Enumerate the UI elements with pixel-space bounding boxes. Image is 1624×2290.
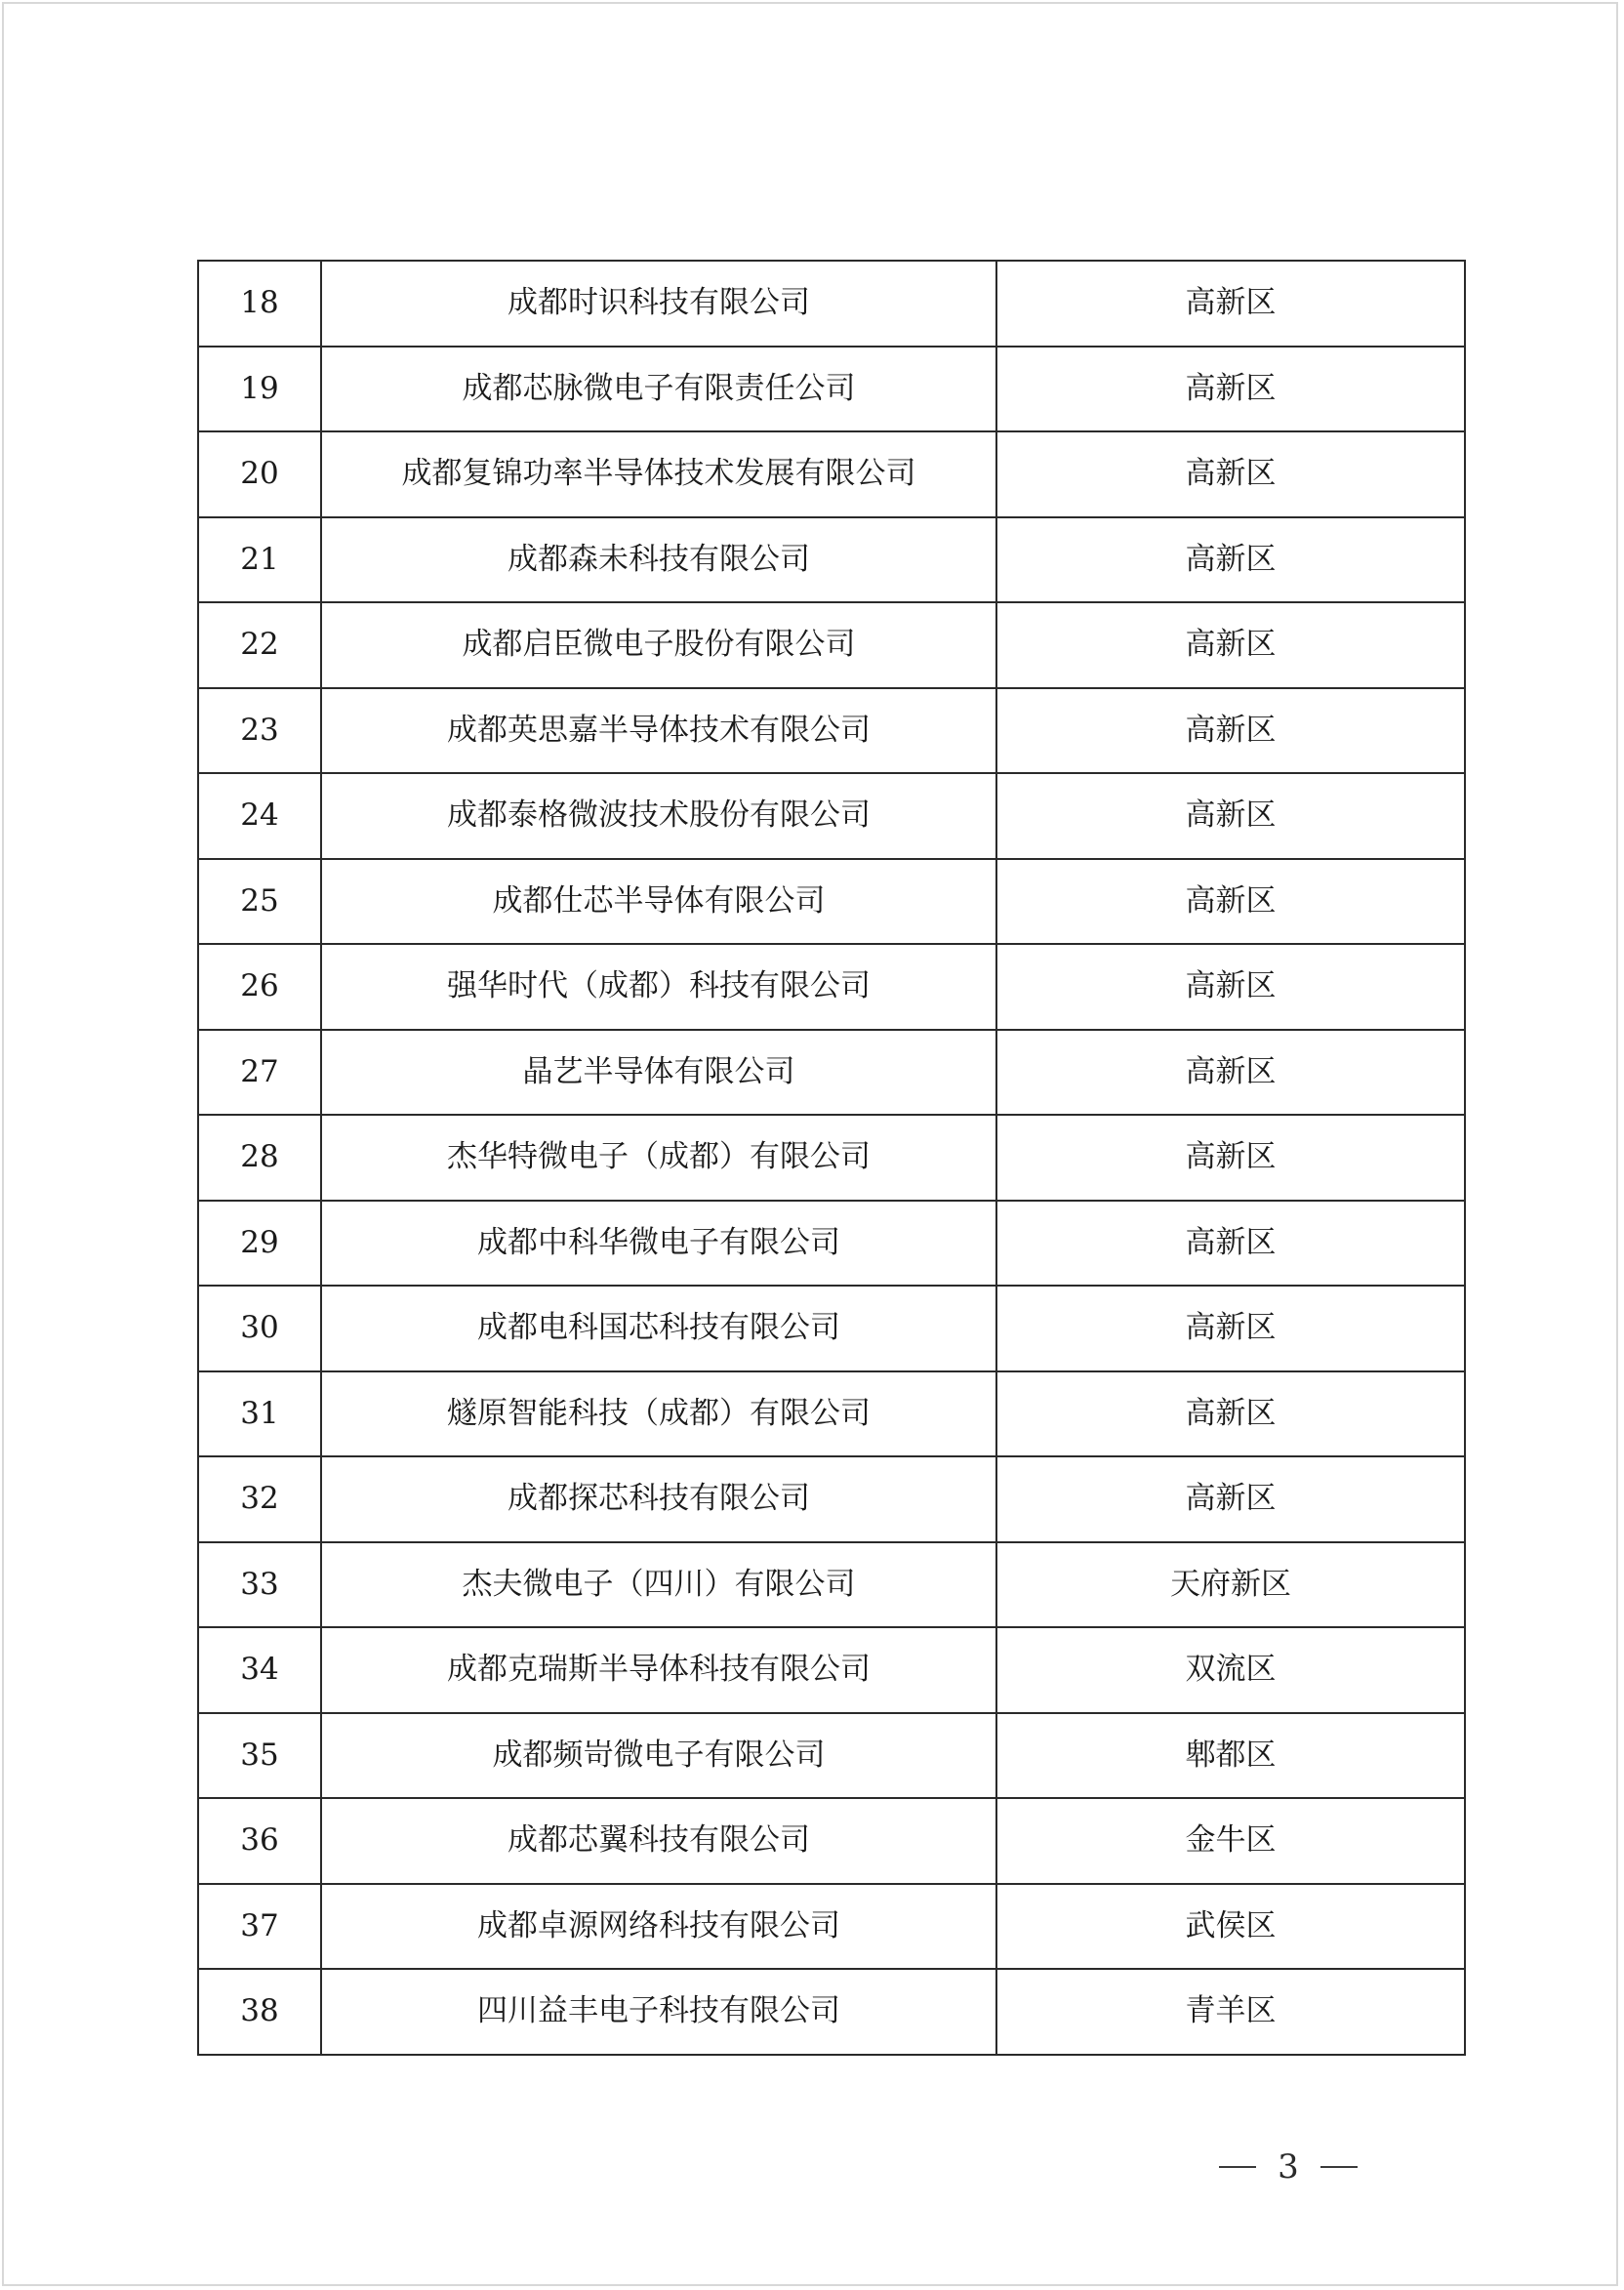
row-number: 27	[198, 1030, 321, 1116]
table-row	[198, 261, 1465, 347]
company-name: 成都卓源网络科技有限公司	[321, 1884, 996, 1970]
row-number: 35	[198, 1713, 321, 1799]
district: 高新区	[996, 261, 1465, 347]
dash-left	[1219, 2166, 1256, 2168]
company-name: 成都频岢微电子有限公司	[321, 1713, 996, 1799]
table-row	[198, 1286, 1465, 1371]
table-row	[198, 517, 1465, 603]
row-number: 26	[198, 944, 321, 1030]
district: 高新区	[996, 1115, 1465, 1201]
row-number: 20	[198, 431, 321, 517]
company-name: 杰华特微电子（成都）有限公司	[321, 1115, 996, 1201]
table-body	[198, 261, 1465, 2055]
page-number-value: 3	[1278, 2147, 1299, 2187]
district: 天府新区	[996, 1542, 1465, 1628]
district: 高新区	[996, 944, 1465, 1030]
district: 高新区	[996, 431, 1465, 517]
district: 武侯区	[996, 1884, 1465, 1970]
district: 高新区	[996, 859, 1465, 945]
row-number: 22	[198, 602, 321, 688]
table-row	[198, 944, 1465, 1030]
company-name: 成都芯翼科技有限公司	[321, 1798, 996, 1884]
table-row	[198, 1030, 1465, 1116]
district: 高新区	[996, 688, 1465, 774]
table-row	[198, 1542, 1465, 1628]
dash-right	[1320, 2166, 1358, 2168]
table-row	[198, 1371, 1465, 1457]
company-name: 成都探芯科技有限公司	[321, 1456, 996, 1542]
table-row	[198, 1713, 1465, 1799]
company-name: 成都芯脉微电子有限责任公司	[321, 347, 996, 432]
row-number: 21	[198, 517, 321, 603]
row-number: 34	[198, 1627, 321, 1713]
row-number: 37	[198, 1884, 321, 1970]
company-name: 成都中科华微电子有限公司	[321, 1201, 996, 1287]
row-number: 18	[198, 261, 321, 347]
district: 高新区	[996, 602, 1465, 688]
table-row	[198, 431, 1465, 517]
district: 金牛区	[996, 1798, 1465, 1884]
row-number: 31	[198, 1371, 321, 1457]
row-number: 38	[198, 1969, 321, 2055]
row-number: 30	[198, 1286, 321, 1371]
table-row	[198, 1201, 1465, 1287]
district: 高新区	[996, 1030, 1465, 1116]
district: 高新区	[996, 773, 1465, 859]
company-name: 成都克瑞斯半导体科技有限公司	[321, 1627, 996, 1713]
company-table	[197, 260, 1466, 2056]
district: 高新区	[996, 1456, 1465, 1542]
row-number: 32	[198, 1456, 321, 1542]
company-name: 成都时识科技有限公司	[321, 261, 996, 347]
page-number	[1196, 2143, 1381, 2191]
table-row	[198, 347, 1465, 432]
company-name: 成都英思嘉半导体技术有限公司	[321, 688, 996, 774]
company-name: 成都森未科技有限公司	[321, 517, 996, 603]
district: 高新区	[996, 1201, 1465, 1287]
table-row	[198, 859, 1465, 945]
table-row	[198, 1627, 1465, 1713]
table-row	[198, 1798, 1465, 1884]
row-number: 24	[198, 773, 321, 859]
table-row	[198, 773, 1465, 859]
row-number: 23	[198, 688, 321, 774]
row-number: 19	[198, 347, 321, 432]
row-number: 33	[198, 1542, 321, 1628]
table-row	[198, 1969, 1465, 2055]
table-row	[198, 1115, 1465, 1201]
company-name: 成都泰格微波技术股份有限公司	[321, 773, 996, 859]
company-name: 成都仕芯半导体有限公司	[321, 859, 996, 945]
district: 高新区	[996, 517, 1465, 603]
row-number: 28	[198, 1115, 321, 1201]
company-name: 杰夫微电子（四川）有限公司	[321, 1542, 996, 1628]
row-number: 25	[198, 859, 321, 945]
table-row	[198, 602, 1465, 688]
district: 高新区	[996, 347, 1465, 432]
row-number: 36	[198, 1798, 321, 1884]
company-name: 成都启臣微电子股份有限公司	[321, 602, 996, 688]
district: 高新区	[996, 1371, 1465, 1457]
table-row	[198, 1884, 1465, 1970]
company-name: 晶艺半导体有限公司	[321, 1030, 996, 1116]
district: 双流区	[996, 1627, 1465, 1713]
table-row	[198, 1456, 1465, 1542]
company-name: 四川益丰电子科技有限公司	[321, 1969, 996, 2055]
company-name: 成都复锦功率半导体技术发展有限公司	[321, 431, 996, 517]
district: 高新区	[996, 1286, 1465, 1371]
company-name: 燧原智能科技（成都）有限公司	[321, 1371, 996, 1457]
company-name: 成都电科国芯科技有限公司	[321, 1286, 996, 1371]
company-name: 强华时代（成都）科技有限公司	[321, 944, 996, 1030]
district: 青羊区	[996, 1969, 1465, 2055]
district: 郫都区	[996, 1713, 1465, 1799]
table-row	[198, 688, 1465, 774]
row-number: 29	[198, 1201, 321, 1287]
